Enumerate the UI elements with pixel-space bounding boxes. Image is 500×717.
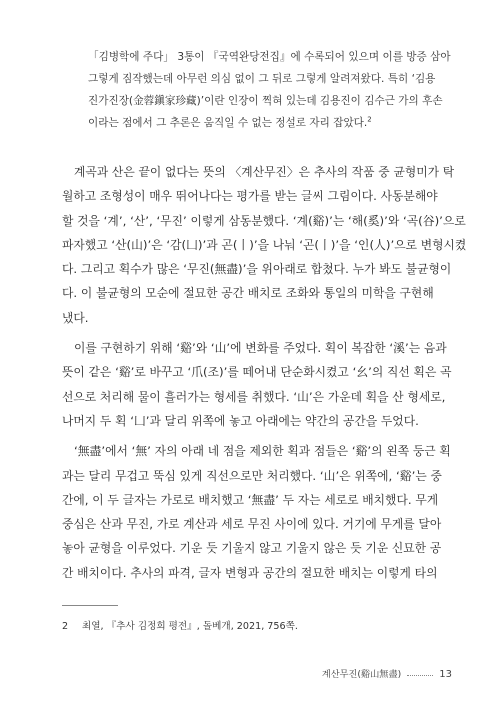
quote-line: 「김병학에 주다」 3통이 『국역완당전집』에 수록되어 있으며 이를 방증 삼아 bbox=[88, 51, 451, 63]
text-line: 간에, 이 두 글자는 가로로 배치했고 ‘無盡’ 두 자는 세로로 배치했다. 무게 bbox=[62, 492, 439, 507]
text-line: 계곡과 산은 끝이 없다는 뜻의 〈계산무진〉은 추사의 작품 중 균형미가 탁 bbox=[74, 165, 455, 179]
block-quote bbox=[88, 46, 451, 134]
text-line: 선으로 처리해 물이 흘러가는 형세를 취했다. ‘山’은 가운데 획을 산 형세로, bbox=[62, 389, 446, 404]
footer-leader-line bbox=[407, 675, 433, 676]
text-line: 파자했고 ‘산(山)’은 ‘감(凵)’과 곤(丨)’을 나눠 ‘곤(丨)’을 ‘인(人)’으로 변형시켰 bbox=[62, 237, 467, 252]
running-footer bbox=[322, 668, 452, 682]
running-title: 계산무진(谿山無盡) bbox=[321, 669, 402, 680]
text-line: 다. 이 불균형의 모순에 절묘한 공간 배치로 조화와 통일의 미학을 구현해 bbox=[62, 286, 434, 301]
footnote-divider bbox=[62, 605, 118, 606]
quote-line-text: 이라는 점에서 그 추론은 움직일 수 없는 정설로 자리 잡았다. bbox=[88, 117, 368, 129]
paragraph-2 bbox=[62, 336, 452, 433]
quote-line-last bbox=[88, 112, 436, 134]
footnote-reference: 2 bbox=[367, 115, 372, 124]
body-text bbox=[62, 160, 467, 585]
text-line: ‘無盡’에서 ‘無’ 자의 아래 네 점을 제외한 획과 점들은 ‘谿’의 왼쪽 둥근 획 bbox=[74, 444, 451, 459]
page-number: 13 bbox=[439, 669, 452, 680]
text-line: 냈다. bbox=[62, 310, 89, 325]
quote-line: 그렇게 짐작했는데 아무런 의심 없이 그 뒤로 그렇게 알려져왔다. 특히 ‘김용 bbox=[88, 73, 436, 85]
text-line: 나머지 두 획 ‘凵’과 달리 위쪽에 놓고 아래에는 약간의 공간을 두었다. bbox=[62, 413, 419, 428]
text-line: 중심은 산과 무진, 가로 계산과 세로 무진 사이에 있다. 거기에 무게를 달아 bbox=[62, 517, 442, 532]
paragraph-1 bbox=[62, 160, 467, 330]
footnote-text: 최열, 『추사 김정희 평전』, 돌베개, 2021, 756쪽. bbox=[82, 621, 298, 632]
text-line: 할 것을 ‘계’, ‘산’, ‘무진’ 이렇게 삼동분했다. ‘계(谿)’는 ‘해(奚)’와 ‘곡(谷)’으로 bbox=[62, 213, 466, 228]
footnote-number: 2 bbox=[62, 621, 69, 632]
text-line: 월하고 조형성이 매우 뛰어나다는 평가를 받는 글씨 그림이다. 사동분해야 bbox=[62, 189, 438, 204]
text-line: 다. 그리고 획수가 많은 ‘무진(無盡)’을 위아래로 합쳤다. 누가 봐도 불균형이 bbox=[62, 262, 452, 277]
text-line: 과는 달리 무겁고 뚝심 있게 직선으로만 처리했다. ‘山’은 위쪽에, ‘谿’는 중 bbox=[62, 468, 442, 483]
footnote bbox=[62, 620, 298, 634]
text-line: 이를 구현하기 위해 ‘谿’와 ‘山’에 변화를 주었다. 획이 복잡한 ‘溪’는 음과 bbox=[74, 341, 447, 356]
quote-line: 진가진장(金蓉鎭家珍藏)’이란 인장이 찍혀 있는데 김용진이 김수근 가의 후손 bbox=[88, 95, 443, 107]
text-line: 놓아 균형을 이루었다. 기운 듯 기울지 않고 기울지 않은 듯 기운 신묘한 공 bbox=[62, 541, 442, 556]
text-line: 뜻이 같은 ‘谿’로 바꾸고 ‘爪(조)’를 떼어내 단순화시켰고 ‘幺’의 직선 획은 곡 bbox=[62, 365, 452, 380]
paragraph-3 bbox=[62, 439, 452, 585]
text-line: 간 배치이다. 추사의 파격, 글자 변형과 공간의 절묘한 배치는 이렇게 타의 bbox=[62, 565, 438, 580]
